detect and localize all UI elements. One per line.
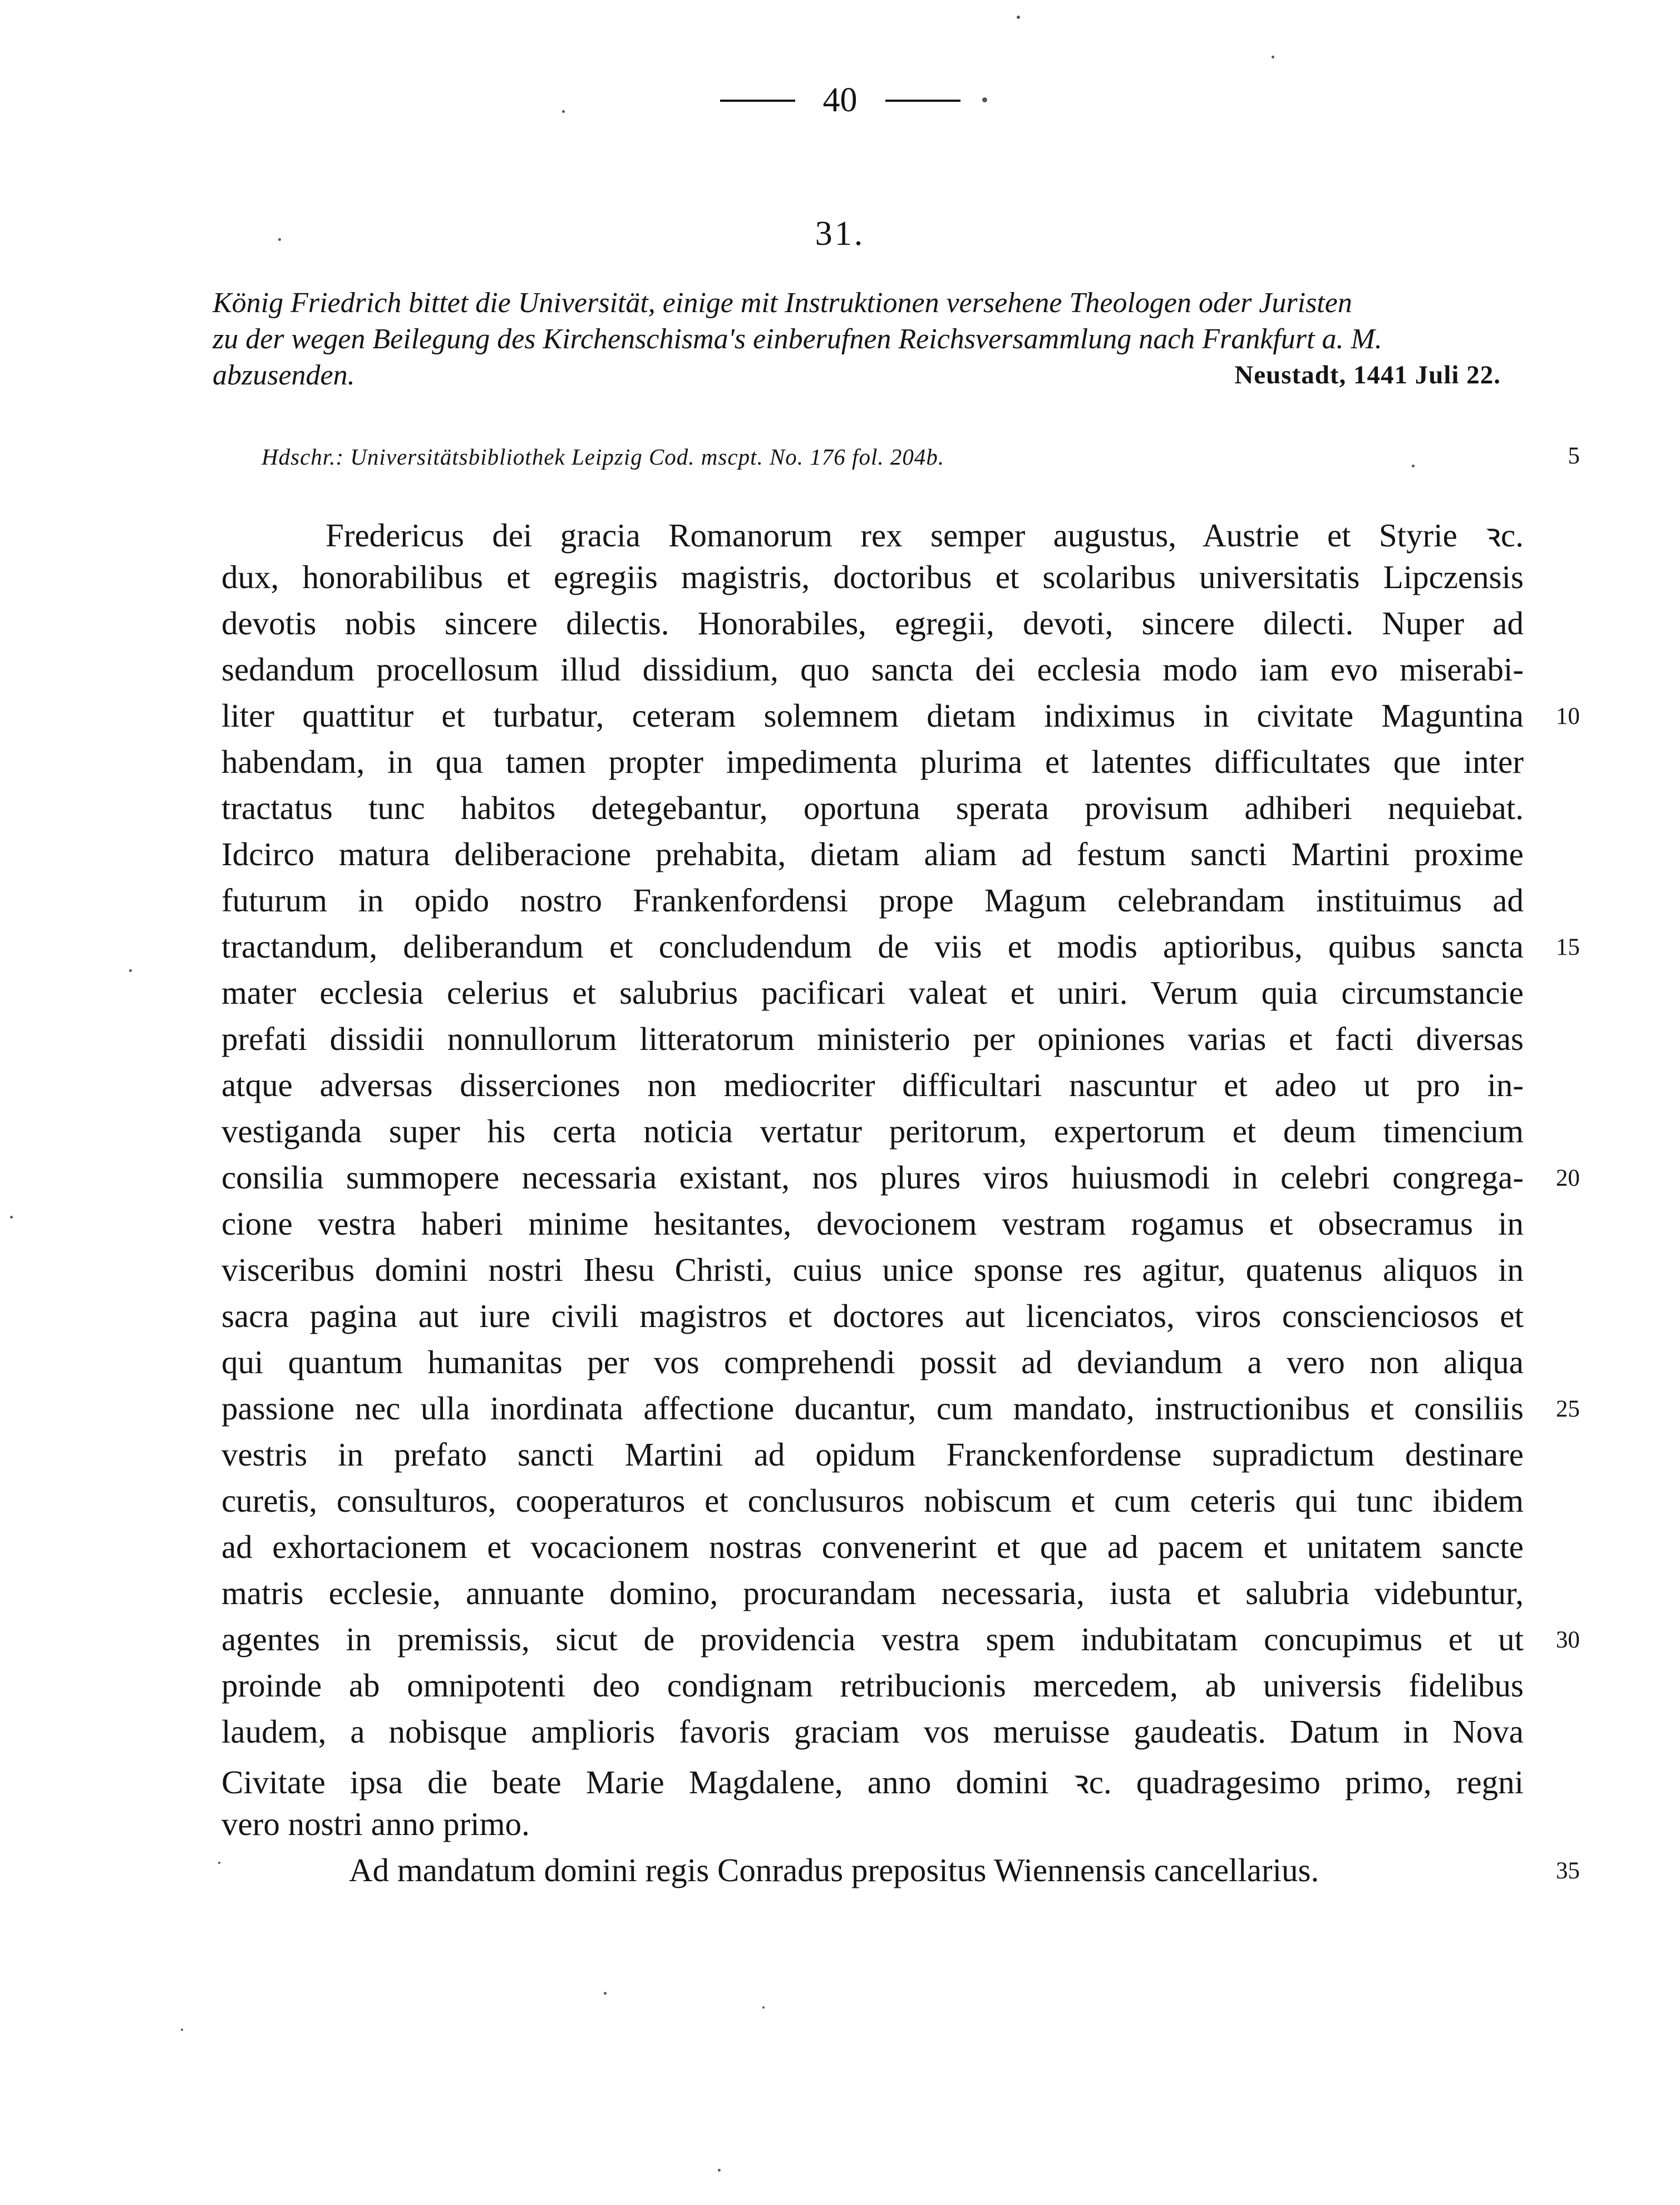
- scan-speck: [562, 110, 565, 113]
- right-rule: [885, 100, 960, 102]
- page-number: 40: [822, 81, 858, 119]
- body-line: proinde ab omnipotenti deo condignam retribucionis mercedem, ab universis fidelibus: [221, 1667, 1524, 1704]
- scan-speck: [982, 97, 987, 102]
- body-line: curetis, consulturos, cooperaturos et conclusuros nobiscum et cum ceteris qui tunc ibidem: [221, 1482, 1524, 1519]
- scan-speck: [1017, 16, 1020, 19]
- body-line: devotis nobis sincere dilectis. Honorabiles, egregii, devoti, sincere dilecti. Nuper ad: [221, 605, 1524, 642]
- body-line: sacra pagina aut iure civili magistros et doctores aut licenciatos, viros conscienciosos et: [221, 1298, 1524, 1334]
- body-line: qui quantum humanitas per vos comprehendi possit ad deviandum a vero non aliqua: [221, 1344, 1524, 1380]
- line-number: 35: [1556, 1858, 1580, 1884]
- summary-line: zu der wegen Beilegung des Kirchenschisma's einberufnen Reichsversammlung nach Frankfurt a. M.: [213, 323, 1382, 355]
- body-line: prefati dissidii nonnullorum litteratorum ministerio per opiniones varias et facti diversas: [221, 1020, 1524, 1057]
- body-line: vero nostri anno primo.: [221, 1806, 530, 1842]
- line-number: 15: [1556, 934, 1580, 960]
- line-number: 5: [1568, 443, 1580, 469]
- body-line: habendam, in qua tamen propter impedimenta plurima et latentes difficultates que inter: [221, 743, 1524, 780]
- body-line: matris ecclesie, annuante domino, procurandam necessaria, iusta et salubria videbuntur,: [221, 1575, 1524, 1611]
- place-date: Neustadt, 1441 Juli 22.: [1234, 361, 1501, 389]
- closing-line: Ad mandatum domini regis Conradus prepositus Wiennensis cancellarius.: [349, 1852, 1319, 1888]
- body-line: Civitate ipsa die beate Marie Magdalene, anno domini ꝛc. quadragesimo primo, regni: [221, 1764, 1524, 1800]
- scan-speck: [10, 1216, 13, 1219]
- line-number: 25: [1556, 1396, 1580, 1422]
- body-line: Fredericus dei gracia Romanorum rex semper augustus, Austrie et Styrie ꝛc.: [326, 517, 1524, 554]
- left-rule: [720, 100, 795, 102]
- body-line: vestris in prefato sancti Martini ad opidum Franckenfordense supradictum destinare: [221, 1436, 1524, 1473]
- scan-speck: [1412, 465, 1415, 467]
- body-line: sedandum procellosum illud dissidium, quo sancta dei ecclesia modo iam evo miserabi-: [221, 651, 1524, 688]
- body-line: consilia summopere necessaria existant, nos plures viros huiusmodi in celebri congrega-: [221, 1159, 1524, 1196]
- page-header: [0, 81, 1680, 120]
- manuscript-source: [262, 443, 944, 470]
- document-number: 31.: [815, 215, 865, 253]
- body-line: visceribus domini nostri Ihesu Christi, cuius unice sponse res agitur, quatenus aliquos in: [221, 1251, 1524, 1288]
- body-line: tractandum, deliberandum et concludendum de viis et modis aptioribus, quibus sancta: [221, 928, 1524, 965]
- body-line: Idcirco matura deliberacione prehabita, dietam aliam ad festum sancti Martini proxime: [221, 836, 1524, 872]
- body-line: liter quattitur et turbatur, ceteram solemnem dietam indiximus in civitate Maguntina: [221, 697, 1524, 734]
- body-line: vestiganda super his certa noticia vertatur peritorum, expertorum et deum timencium: [221, 1113, 1524, 1150]
- line-number: 20: [1556, 1165, 1580, 1191]
- body-line: ad exhortacionem et vocacionem nostras convenerint et que ad pacem et unitatem sancte: [221, 1528, 1524, 1565]
- line-number: 10: [1556, 703, 1580, 729]
- body-line: dux, honorabilibus et egregiis magistris, doctoribus et scolaribus universitatis Lipczensis: [221, 559, 1524, 595]
- body-line: cione vestra haberi minime hesitantes, devocionem vestram rogamus et obsecramus in: [221, 1205, 1524, 1242]
- summary-line: König Friedrich bittet die Universität, einige mit Instruktionen versehene Theologen oder Juristen: [213, 287, 1352, 319]
- scan-speck: [129, 969, 132, 972]
- scan-speck: [218, 1862, 220, 1864]
- line-number: 30: [1556, 1627, 1580, 1653]
- body-line: passione nec ulla inordinata affectione ducantur, cum mandato, instructionibus et consiliis: [221, 1390, 1524, 1427]
- body-line: mater ecclesia celerius et salubrius pacificari valeat et uniri. Verum quia circumstancie: [221, 974, 1524, 1011]
- summary-line: abzusenden.: [213, 359, 355, 391]
- body-line: agentes in premissis, sicut de providencia vestra spem indubitatam concupimus et ut: [221, 1621, 1524, 1658]
- body-line: tractatus tunc habitos detegebantur, oportuna sperata provisum adhiberi nequiebat.: [221, 790, 1524, 826]
- scan-speck: [278, 238, 281, 241]
- body-line: atque adversas disserciones non mediocriter difficultari nascuntur et adeo ut pro in-: [221, 1067, 1524, 1103]
- scan-speck: [718, 2169, 721, 2172]
- scan-speck: [604, 1992, 607, 1995]
- scan-speck: [762, 2006, 765, 2009]
- body-line: futurum in opido nostro Frankenfordensi prope Magum celebrandam instituimus ad: [221, 882, 1524, 919]
- scan-speck: [181, 2029, 183, 2031]
- body-line: laudem, a nobisque amplioris favoris graciam vos meruisse gaudeatis. Datum in Nova: [221, 1713, 1524, 1750]
- document-summary: [213, 285, 1509, 393]
- scan-speck: [1272, 56, 1274, 58]
- source-text: Hdschr.: Universitätsbibliothek Leipzig Cod. mscpt. No. 176 fol. 204b.: [262, 444, 945, 470]
